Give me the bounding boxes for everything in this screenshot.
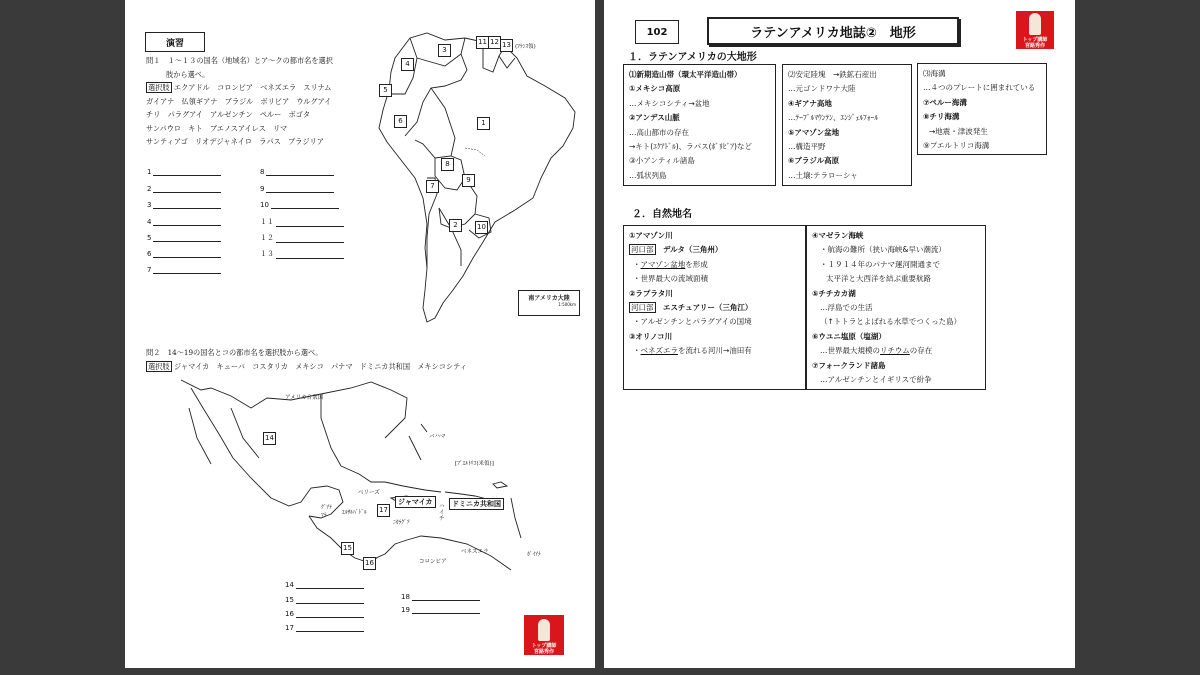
- worksheet-page: [125, 0, 595, 668]
- legend-scale: 1:500km: [558, 302, 576, 307]
- answer-row[interactable]: 6: [147, 249, 221, 258]
- rivers-box: ①アマゾン川 河口部 デルタ（三角州） ・アマゾン盆地を形成 ・世界最大の流域面積 ②ラプラタ川 河口部 エスチュアリー（三角江） ・アルゼンチンとパラグアイの国境 ③オリノコ川 ・ベネズエラを流れる河川→油田有: [623, 225, 806, 390]
- choices-line: サンティアゴ リオデジャネイロ ラパス ブラジリア: [146, 137, 324, 146]
- answer-blank[interactable]: [412, 605, 480, 614]
- map-label-1: 1: [477, 117, 490, 130]
- question-1-line1: 問１ １〜１３の国名（地域名）とア〜クの都市名を選択: [146, 56, 333, 65]
- choices-line: ガイアナ 仏領ギアナ ブラジル ボリビア ウルグアイ: [146, 96, 332, 106]
- publisher-logo: トップ講師 宮路秀作: [1016, 11, 1054, 49]
- question-2: [146, 346, 566, 373]
- answer-blank[interactable]: [153, 233, 221, 242]
- map-label-4: 4: [401, 58, 414, 71]
- french-guiana-note: (ﾌﾗﾝｽ領): [515, 44, 536, 50]
- choices-line: チリ パラグアイ アルゼンチン ペルー ボゴタ: [146, 110, 311, 119]
- map-label-6: 6: [394, 115, 407, 128]
- question-1: [146, 54, 376, 149]
- answer-row[interactable]: 4: [147, 217, 221, 226]
- answer-blank[interactable]: [153, 200, 221, 209]
- notes-page: [604, 0, 1075, 668]
- publisher-logo: トップ講師 宮路秀作: [524, 615, 564, 655]
- answer-row[interactable]: 8: [260, 167, 334, 176]
- answer-blank[interactable]: [276, 250, 344, 259]
- answer-blank[interactable]: [153, 167, 221, 176]
- legend-title: 南アメリカ大陸: [528, 295, 570, 302]
- choices-label: 選択肢: [148, 361, 170, 371]
- section-heading-1: １．ラテンアメリカの大地形: [628, 52, 757, 63]
- haiti-label: ハイチ: [439, 504, 445, 522]
- guatemala-label: ｸﾞｱﾃ ﾏﾗ: [321, 505, 333, 519]
- answer-blank[interactable]: [266, 184, 334, 193]
- guyana-label: ｶﾞｲｱﾅ: [527, 552, 541, 558]
- exercise-title: 演習: [145, 32, 205, 52]
- stable-craton-box: ⑵安定陸塊 →鉄鉱石産出 …元ゴンドワナ大陸 ④ギアナ高地 …ﾃｰﾌﾞﾙﾏｳﾝﾃﾝ、ｴﾝｼﾞｪﾙﾌｫｰﾙ ⑤アマゾン盆地 …構造平野 ⑥ブラジル高原 …土壌:テラローシャ: [782, 64, 912, 186]
- trench-box: ⑶海溝 …４つのプレートに囲まれている ⑦ペルー海溝 ⑧チリ海溝 →地震・津波発生 ⑨プエルトリコ海溝: [917, 63, 1047, 155]
- map-label-8: 8: [441, 158, 454, 171]
- map-label-7: 7: [426, 180, 439, 193]
- belize-label: ベリーズ: [358, 490, 380, 496]
- map-label-3: 3: [438, 44, 451, 57]
- jamaica-label: ジャマイカ: [395, 496, 436, 508]
- new-orogenic-box: ⑴新期造山帯（環太平洋造山帯） ①メキシコ高原 …メキシコシティ→盆地 ②アンデス山脈 …高山都市の存在 →キト(ｴｸｱﾄﾞﾙ)、ラパス(ﾎﾞﾘﾋﾞｱ)など ③小アンティル諸島 …弧状列島: [623, 64, 776, 186]
- choices-line: サンパウロ キト ブエノスアイレス リマ: [146, 123, 288, 133]
- nicaragua-label: ﾆｶﾗｸﾞｱ: [393, 520, 410, 526]
- answer-row[interactable]: 3: [147, 200, 221, 209]
- colombia-label: コロンビア: [419, 559, 447, 565]
- choices-label: 選択肢: [148, 83, 170, 92]
- answer-row[interactable]: 9: [260, 184, 334, 193]
- map-label-10: 10: [475, 221, 488, 234]
- person-icon: [1029, 13, 1041, 35]
- answer-row[interactable]: 7: [147, 265, 221, 274]
- map-label-5: 5: [379, 84, 392, 97]
- question-1-choices-line1: [146, 81, 376, 95]
- answer-blank[interactable]: [153, 184, 221, 193]
- answer-row[interactable]: 5: [147, 233, 221, 242]
- south-america-map: [365, 28, 585, 328]
- answer-blank[interactable]: [153, 217, 221, 226]
- question-2-text: 問２ 14〜19の国名とコの都市名を選択肢から選べ。: [146, 348, 323, 357]
- answer-blank[interactable]: [412, 592, 480, 601]
- answer-blank[interactable]: [296, 595, 364, 604]
- salvador-label: ｴﾙｻﾙﾊﾞﾄﾞﾙ: [342, 510, 367, 516]
- map-label-11: 11: [476, 36, 489, 49]
- answer-row[interactable]: １２: [260, 233, 344, 243]
- answer-blank[interactable]: [296, 609, 364, 618]
- answer-blank[interactable]: [276, 234, 344, 243]
- map-label-15: 15: [341, 542, 354, 555]
- page-number: 102: [635, 20, 679, 44]
- answer-row[interactable]: 14: [285, 580, 364, 589]
- person-icon: [538, 619, 550, 641]
- map-label-14: 14: [263, 432, 276, 445]
- answer-blank[interactable]: [276, 218, 344, 227]
- answer-row[interactable]: 17: [285, 623, 364, 632]
- bahamas-label: バハマ: [429, 434, 446, 440]
- page-title: ラテンアメリカ地誌② 地形: [707, 17, 959, 45]
- answer-row[interactable]: 15: [285, 595, 364, 604]
- answer-blank[interactable]: [296, 623, 364, 632]
- answer-blank[interactable]: [266, 167, 334, 176]
- answer-blank[interactable]: [271, 200, 339, 209]
- dominican-label: ドミニカ共和国: [449, 498, 504, 510]
- landforms-box: ④マゼラン海峡 ・航海の難所（狭い海峡&早い潮流） ・１９１４年のパナマ運河開通まで 太平洋と大西洋を結ぶ重要航路 ⑤チチカカ湖 …浮島での生活 （↑トトラとよばれる水草でつくった島） ⑥ウユニ塩原（塩湖） …世界最大規模のリチウムの存在 ⑦フォークランド諸島 …アルゼンチンとイギリスで紛争: [806, 225, 986, 390]
- answer-row[interactable]: 16: [285, 609, 364, 618]
- answer-row[interactable]: 1: [147, 167, 221, 176]
- question-2-choices: [146, 360, 566, 374]
- section-heading-2: ２．自然地名: [632, 209, 692, 220]
- answer-row[interactable]: 2: [147, 184, 221, 193]
- choices-text: エクアドル コロンビア ベネズエラ スリナム: [173, 83, 332, 92]
- answer-row[interactable]: 10: [260, 200, 339, 209]
- answer-row[interactable]: 19: [401, 605, 480, 614]
- answer-row[interactable]: 18: [401, 592, 480, 601]
- answer-blank[interactable]: [296, 580, 364, 589]
- map-label-16: 16: [363, 557, 376, 570]
- answer-blank[interactable]: [153, 265, 221, 274]
- choices-text: ジャマイカ キューバ コスタリカ メキシコ パナマ ドミニカ共和国 メキシコシティ: [173, 361, 467, 371]
- map-label-2: 2: [449, 219, 462, 232]
- map-label-17: 17: [377, 504, 390, 517]
- answer-row[interactable]: １１: [260, 217, 344, 227]
- map-label-13: 13: [500, 39, 513, 52]
- answer-blank[interactable]: [153, 249, 221, 258]
- map-legend: [518, 290, 580, 316]
- puerto-rico-label: [ﾌﾟｴﾙﾄﾘｺ(米領)]: [455, 461, 494, 467]
- map-label-12: 12: [488, 36, 501, 49]
- usa-label: アメリカ合衆国: [285, 395, 324, 401]
- venezuela-label: ベネズエラ: [461, 549, 489, 555]
- map-label-9: 9: [462, 174, 475, 187]
- answer-row[interactable]: １３: [260, 249, 344, 259]
- question-1-line2: 肢から選べ。: [166, 69, 210, 79]
